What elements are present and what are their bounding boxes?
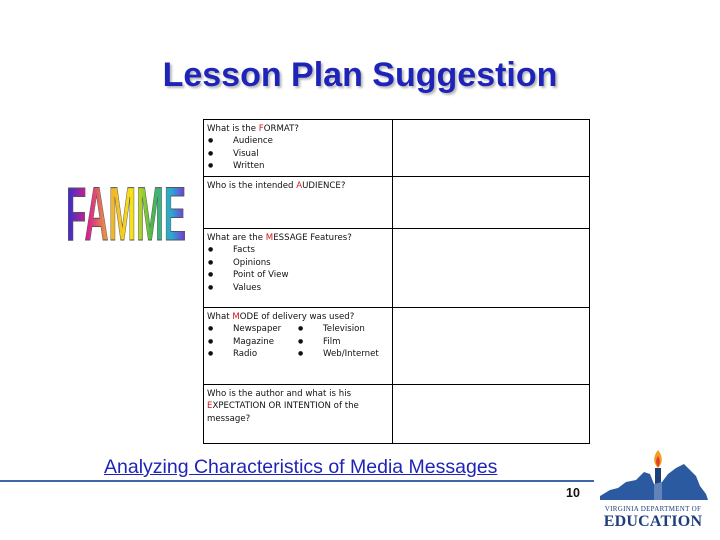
message-answer-cell: [393, 229, 590, 308]
audience-letter: A: [296, 181, 303, 191]
mode-list-right: [297, 323, 387, 360]
list-item: ● Film: [297, 336, 387, 348]
message-question-post: ESSAGE Features?: [273, 233, 352, 243]
format-question: [207, 123, 389, 135]
mode-list-left: [207, 323, 297, 360]
message-question-cell: [204, 229, 393, 308]
format-question-cell: [204, 120, 393, 177]
list-item: ● Newspaper: [207, 323, 297, 335]
list-item: ● Magazine: [207, 336, 297, 348]
audience-question-cell: [204, 177, 393, 229]
expectation-question-pre: Who is the author and what is his: [207, 389, 352, 399]
list-item: ● Television: [297, 323, 387, 335]
audience-question-pre: Who is the intended: [207, 181, 297, 191]
audience-question-post: UDIENCE?: [302, 181, 346, 191]
list-item: ● Written: [207, 160, 389, 172]
table-row: [204, 385, 590, 444]
message-letter: M: [265, 233, 274, 243]
slide-subtitle[interactable]: Analyzing Characteristics of Media Messages: [104, 456, 498, 478]
mode-letter: M: [232, 312, 240, 322]
expectation-question-cell: [204, 385, 393, 444]
expectation-question: [207, 388, 389, 425]
list-item: ● Audience: [207, 135, 389, 147]
mode-question-post: ODE of delivery was used?: [239, 312, 355, 322]
slide-title: Lesson Plan Suggestion: [162, 56, 558, 94]
page-number: 10: [566, 486, 580, 500]
mode-answer-cell: [393, 308, 590, 385]
vdoe-logo-line1: VIRGINIA DEPARTMENT OF: [604, 505, 702, 513]
audience-question: [207, 180, 389, 192]
format-list: [207, 135, 389, 172]
footer-divider: [0, 480, 594, 482]
table-row: [204, 229, 590, 308]
format-question-post: ORMAT?: [263, 124, 299, 134]
list-item: ● Radio: [207, 348, 297, 360]
list-item: ● Point of View: [207, 269, 389, 281]
message-question: [207, 232, 389, 244]
table-row: [204, 308, 590, 385]
lesson-plan-table: [203, 119, 590, 444]
svg-text:FAMME: FAMME: [66, 174, 186, 246]
audience-answer-cell: [393, 177, 590, 229]
table-row: [204, 120, 590, 177]
expectation-letter: E: [207, 401, 213, 412]
list-item: ● Facts: [207, 244, 389, 256]
vdoe-logo-line2: EDUCATION: [603, 513, 703, 530]
mode-question: [207, 311, 389, 323]
format-question-pre: What is the: [207, 124, 259, 134]
expectation-question-post: XPECTATION OR INTENTION of the message?: [207, 401, 359, 424]
list-item: ● Visual: [207, 148, 389, 160]
table-row: [204, 177, 590, 229]
message-question-pre: What are the: [207, 233, 266, 243]
mode-question-pre: What: [207, 312, 233, 322]
list-item: ● Opinions: [207, 257, 389, 269]
mode-question-cell: [204, 308, 393, 385]
format-letter: F: [258, 124, 264, 134]
format-answer-cell: [393, 120, 590, 177]
expectation-answer-cell: [393, 385, 590, 444]
message-list: [207, 244, 389, 294]
list-item: ● Values: [207, 282, 389, 294]
list-item: ● Web/Internet: [297, 348, 387, 360]
famme-wordart-logo: [64, 174, 188, 246]
mode-lists: [207, 323, 389, 360]
vdoe-logo: [596, 446, 716, 532]
virginia-map-icon: [596, 446, 710, 504]
